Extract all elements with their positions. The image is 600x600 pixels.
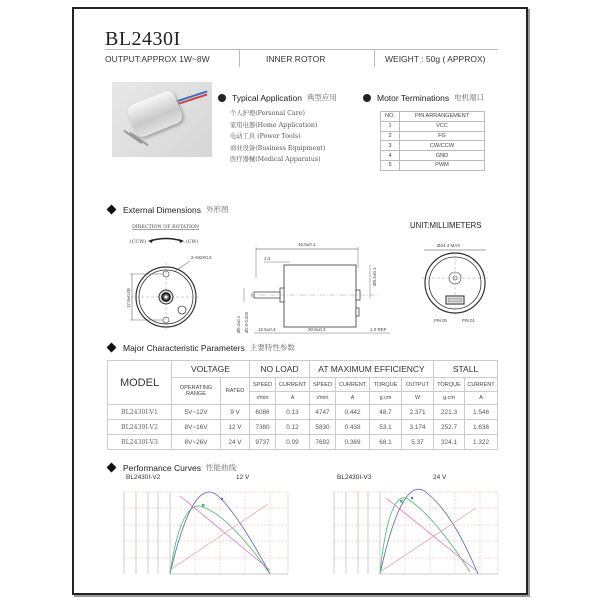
svg-text:DIRECTION OF ROTATION: DIRECTION OF ROTATION: [132, 225, 199, 230]
svg-text:Ø6.4±0.1: Ø6.4±0.1: [236, 315, 241, 333]
pin-table: NO. PIN ARRANGEMENT 1 VCC 2 FG 3 CW/CCW 4 GND 5 PWM: [380, 111, 485, 171]
application-item: 家用电器(Home Application): [230, 121, 318, 129]
table-row: BL2430I-V1 5V~12V 9 V 6086 0.13 4747 0.442 48.7 2.371 221.3 1.546: [108, 405, 498, 420]
chart1-voltage: 12 V: [236, 474, 250, 481]
application-list: [230, 108, 325, 166]
performance-chart-v2: [118, 484, 298, 582]
side-view-drawing: [230, 238, 395, 338]
svg-text:2~M2X0.5: 2~M2X0.5: [191, 255, 212, 260]
motor-photo: [112, 82, 212, 157]
svg-text:1.0 REF: 1.0 REF: [370, 327, 387, 332]
diamond-bullet-icon: [107, 343, 117, 353]
bullet-icon: [218, 94, 226, 102]
svg-text:(CW): (CW): [186, 240, 199, 245]
svg-text:1.4: 1.4: [264, 256, 271, 261]
table-row: 5 PWM: [381, 160, 485, 170]
output-spec: OUTPUT:APPROX 1W~8W: [105, 50, 240, 67]
svg-text:45.5±0.1: 45.5±0.1: [298, 242, 316, 247]
table-row: 3 CW/CCW: [381, 141, 485, 151]
bullet-icon: [363, 94, 371, 102]
chart1-model: BL2430I-V2: [126, 474, 161, 481]
svg-text:PIN 01: PIN 01: [462, 318, 475, 323]
page-title: BL2430I: [105, 28, 181, 50]
application-item: 个人护理(Personal Care): [230, 110, 305, 117]
chart2-model: BL2430I-V3: [337, 474, 372, 481]
rotor-spec: INNER ROTOR: [240, 50, 375, 67]
chart2-voltage: 24 V: [433, 474, 447, 481]
weight-spec: WEIGHT : 50g ( APPROX): [385, 53, 486, 64]
spec-bar: [105, 49, 498, 67]
svg-text:PIN 05: PIN 05: [434, 318, 447, 323]
diamond-bullet-icon: [107, 463, 117, 473]
performance-heading: Performance Curves 性能曲线: [108, 462, 236, 473]
table-row: BL2430I-V3 8V~26V 24 V 9737 0.09 7692 0.369 68.1 5.37 324.1 1.322: [108, 435, 498, 450]
svg-text:30.8±0.3: 30.8±0.3: [308, 327, 326, 332]
motor-terminations-heading: Motor Terminations 电机端口: [363, 92, 484, 103]
unit-label: UNIT:MILLIMETERS: [410, 221, 482, 230]
svg-text:(CCW): (CCW): [130, 240, 147, 245]
svg-text:Ø8.4±0.1: Ø8.4±0.1: [372, 267, 377, 286]
diamond-bullet-icon: [107, 205, 117, 215]
application-item: 商业设备(Business Equipment): [230, 144, 326, 152]
table-row: 4 GND: [381, 151, 485, 161]
svg-text:Ø2.0-0.005: Ø2.0-0.005: [244, 312, 249, 333]
svg-text:12.5±0.3: 12.5±0.3: [258, 327, 276, 332]
typical-application-heading: Typical Application 典型应用: [218, 92, 337, 103]
table-row: BL2430I-V2 8V~16V 12 V 7380 0.12 5830 0.438 53.1 3.174 252.7 1.636: [108, 420, 498, 435]
svg-text:Ø24.4 MAX: Ø24.4 MAX: [437, 243, 461, 248]
parameters-table: MODEL VOLTAGE NO LOAD AT MAXIMUM EFFICIENCY STALL OPERATING RANGE RATED SPEED CURRENT SPEED CURRENT TORQUE OUTPUT TORQUE CURRENT r/min A r/min A g.cm W g.cm A BL2430I-V1 5V~12V 9 V 6086 0.13 4747 0.442 48.7 2.371 221.3 1.546 BL2430I-V2 8V~16V 12 V 7380 0.12 5830 0.438 53.1 3.174 252.7 1.636 BL2430I-V3 8V~26V 24 V 9737 0.09 7692 0.369 68.1 5.37 324.1 1.322: [107, 360, 498, 450]
parameters-heading: Major Characteristic Parameters 主要特性参数: [108, 342, 295, 353]
application-item: 电动工具 (Power Tools): [230, 133, 301, 141]
table-row: 1 VCC: [381, 121, 485, 131]
motor-body: [125, 89, 184, 139]
table-row: 2 FG: [381, 131, 485, 141]
performance-chart-v3: [328, 484, 508, 582]
external-dimensions-heading: External Dimensions 外形图: [108, 204, 228, 215]
front-view-drawing: [118, 222, 228, 342]
rear-view-drawing: [410, 238, 500, 338]
application-item: 医疗器械(Medical Apparatus): [230, 156, 321, 164]
svg-text:17.0±0.05: 17.0±0.05: [126, 288, 131, 308]
